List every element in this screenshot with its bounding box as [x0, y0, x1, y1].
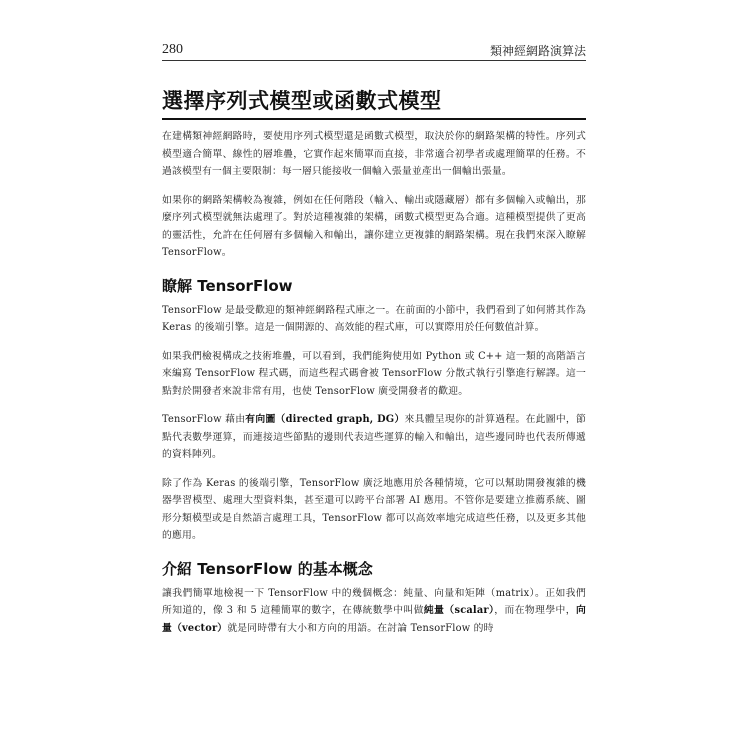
paragraph-text: 來具體呈現你的計算過程。在此圖中，節點代表數學運算，而連接這些節點的邊則代表這些運算的輸入和輸出，這些邊同時也代表所傳遞的資料陣列。	[162, 414, 586, 460]
paragraph-text: TensorFlow 藉由	[162, 414, 246, 425]
running-head: 類神經網路演算法	[489, 44, 586, 58]
page-header	[162, 40, 586, 62]
basics-paragraph-1	[162, 585, 586, 638]
paragraph-text: ，而在物理學中，	[494, 605, 576, 616]
term-vector: 向量（vector）	[162, 605, 586, 634]
section-heading-understanding-tensorflow: 瞭解 TensorFlow	[162, 276, 293, 295]
tensorflow-paragraph-2: 如果我們檢視構成之技術堆疊，可以看到，我們能夠使用如 Python 或 C++ 這一類的高階語言來編寫 TensorFlow 程式碼，而這些程式碼會被 TensorFlow 分散式執行引擎進行解譯。這一點對於開發者來說非常有用，也使 TensorFlow 廣受開發者的歡迎。	[162, 350, 586, 397]
term-scalar: 純量（scalar）	[423, 605, 495, 616]
page-content	[162, 88, 586, 637]
intro-paragraph-2: 如果你的網路架構較為複雜，例如在任何階段（輸入、輸出或隱藏層）都有多個輸入或輸出，那麼序列式模型就無法處理了。對於這種複雜的架構，函數式模型更為合適。這種模型提供了更高的靈活性，允許在任何層有多個輸入和輸出，讓你建立更複雜的網路架構。現在我們來深入瞭解 TensorFlow。	[162, 194, 586, 258]
intro-paragraph-1: 在建構類神經網路時，要使用序列式模型還是函數式模型，取決於你的網路架構的特性。序列式模型適合簡單、線性的層堆疊，它實作起來簡單而直接，非常適合初學者或處理簡單的任務。不過該模型有一個主要限制：每一層只能接收一個輸入張量並產出一個輸出張量。	[162, 131, 586, 177]
tensorflow-paragraph-3	[162, 411, 586, 464]
title-rule	[162, 118, 586, 120]
section-heading-tensorflow-basics: 介紹 TensorFlow 的基本概念	[162, 559, 373, 578]
paragraph-text: 就是同時帶有大小和方向的用語。在討論 TensorFlow 的時	[227, 622, 494, 634]
tensorflow-paragraph-4: 除了作為 Keras 的後端引擎，TensorFlow 廣泛地應用於各種情境，它可以幫助開發複雜的機器學習模型、處理大型資料集，甚至還可以跨平台部署 AI 應用。不管你是要建立推薦系統、圖形分類模型或是自然語言處理工具，TensorFlow 都可以高效率地完成這些任務，以及更多其他的應用。	[162, 477, 586, 541]
term-directed-graph: 有向圖（directed graph, DG）	[245, 414, 405, 425]
page-number: 280	[162, 42, 183, 57]
header-rule	[162, 60, 586, 61]
paragraph-text: 讓我們簡單地檢視一下 TensorFlow 中的幾個概念：純量、向量和矩陣（matrix）。正如我們所知道的，像 3 和 5 這種簡單的數字，在傳統數學中叫做	[162, 587, 586, 616]
chapter-title: 選擇序列式模型或函數式模型	[162, 89, 442, 113]
tensorflow-paragraph-1: TensorFlow 是最受歡迎的類神經網路程式庫之一。在前面的小節中，我們看到了如何將其作為 Keras 的後端引擎。這是一個開源的、高效能的程式庫，可以實際用於任何數值計算。	[162, 304, 586, 333]
